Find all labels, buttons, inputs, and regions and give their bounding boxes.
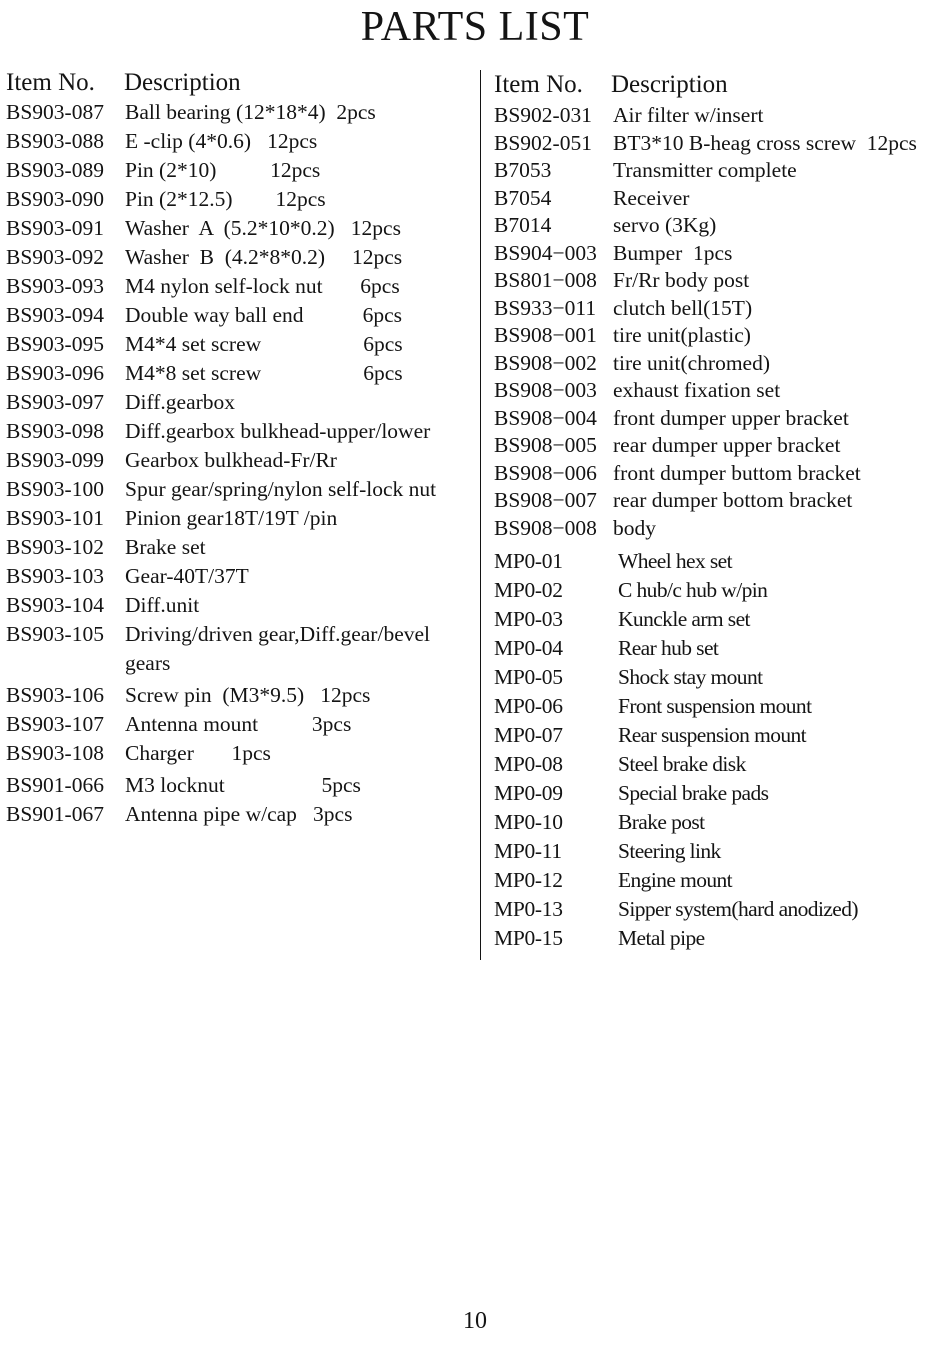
description-header: Description (124, 69, 241, 96)
list-item (6, 710, 476, 739)
item-description: Sipper system(hard anodized) (618, 897, 858, 921)
item-number: BS903-100 (6, 477, 104, 501)
list-item (494, 779, 946, 808)
list-item (494, 808, 946, 837)
item-description: Washer B (4.2*8*0.2) 12pcs (125, 245, 403, 269)
item-description: Charger 1pcs (125, 741, 271, 765)
item-description: BT3*10 B-heag cross screw 12pcs (613, 130, 917, 155)
item-description: Wheel hex set (618, 549, 732, 573)
item-number: BS904−003 (494, 240, 597, 265)
item-description: servo (3Kg) (613, 213, 717, 237)
item-description: M4*8 set screw 6pcs (125, 361, 403, 385)
list-item (494, 377, 946, 405)
item-description: Rear suspension mount (618, 723, 807, 747)
list-item (6, 185, 476, 214)
item-description: Antenna mount 3pcs (125, 712, 352, 736)
item-number: MP0-05 (494, 665, 563, 689)
item-description: clutch bell(15T) (613, 295, 753, 320)
item-number: BS903-095 (6, 332, 104, 356)
item-description: C hub/c hub w/pin (618, 578, 768, 602)
item-number: MP0-15 (494, 926, 563, 950)
list-item (6, 214, 476, 243)
item-description: M4 nylon self-lock nut 6pcs (125, 274, 400, 298)
list-item (494, 157, 946, 185)
item-number: BS903-087 (6, 100, 104, 124)
item-number: MP0-13 (494, 897, 563, 921)
item-number: BS903-091 (6, 216, 104, 240)
item-number: B7054 (494, 185, 552, 210)
item-description: front dumper upper bracket (613, 405, 849, 430)
item-description: Shock stay mount (618, 665, 763, 689)
item-number: BS903-094 (6, 303, 104, 327)
list-item (494, 460, 946, 488)
item-number: MP0-07 (494, 723, 563, 747)
item-number: MP0-11 (494, 839, 562, 863)
list-item (6, 388, 476, 417)
list-item (6, 243, 476, 272)
item-number: MP0-03 (494, 607, 563, 631)
item-number: BS903-099 (6, 448, 104, 472)
page-title: PARTS LIST (360, 4, 590, 50)
item-number: BS908−001 (494, 323, 597, 347)
item-description: rear dumper upper bracket (613, 433, 841, 457)
right-parts-column (494, 68, 946, 953)
item-number: BS908−005 (494, 433, 597, 457)
list-item (494, 515, 946, 543)
item-number: BS908−006 (494, 460, 597, 485)
item-no-header: Item No. (6, 69, 95, 96)
item-number: BS903-102 (6, 535, 104, 559)
item-number: BS908−004 (494, 405, 597, 430)
list-item (6, 446, 476, 475)
list-item (6, 475, 476, 504)
item-description: Brake post (618, 810, 705, 834)
item-number: MP0-02 (494, 578, 563, 602)
item-description: Diff.gearbox bulkhead-upper/lower (125, 419, 431, 443)
list-item (494, 866, 946, 895)
item-number: BS908−008 (494, 515, 597, 540)
list-item (6, 127, 476, 156)
item-number: MP0-06 (494, 694, 563, 718)
list-item (494, 267, 946, 295)
list-item (494, 432, 946, 460)
list-item (494, 576, 946, 605)
item-description: Front suspension mount (618, 694, 812, 718)
item-number: BS903-108 (6, 741, 104, 765)
item-number: BS903-088 (6, 129, 104, 153)
item-description: Gear-40T/37T (125, 564, 249, 588)
item-number: BS903-101 (6, 506, 104, 530)
column-divider (480, 70, 481, 960)
item-description: exhaust fixation set (613, 378, 781, 402)
item-number: BS903-092 (6, 245, 104, 269)
list-item (494, 240, 946, 268)
item-description: M3 locknut 5pcs (125, 773, 361, 797)
list-item (6, 330, 476, 359)
list-item (494, 102, 946, 130)
list-item (6, 504, 476, 533)
list-item (494, 212, 946, 240)
item-number: MP0-04 (494, 636, 563, 660)
list-item (6, 272, 476, 301)
list-item (494, 130, 946, 158)
description-header: Description (611, 71, 728, 98)
list-item (494, 721, 946, 750)
list-item (6, 417, 476, 446)
list-item (6, 98, 476, 127)
item-description: Pin (2*12.5) 12pcs (125, 187, 326, 211)
list-item (494, 350, 946, 378)
list-item (494, 405, 946, 433)
item-description: Brake set (125, 535, 206, 559)
item-number: BS903-106 (6, 683, 104, 707)
item-description: Receiver (613, 185, 690, 210)
list-item (6, 739, 476, 768)
item-number: BS908−003 (494, 378, 597, 402)
list-item (494, 547, 946, 576)
item-number: MP0-08 (494, 752, 563, 776)
item-number: BS903-103 (6, 564, 104, 588)
list-item (494, 692, 946, 721)
item-number: BS903-090 (6, 187, 104, 211)
item-description: Pinion gear18T/19T /pin (125, 506, 338, 530)
list-item (494, 895, 946, 924)
item-description: Diff.gearbox (125, 390, 236, 414)
item-description: rear dumper bottom bracket (613, 488, 853, 512)
list-item (6, 156, 476, 185)
item-description: Metal pipe (618, 926, 705, 950)
item-number: MP0-09 (494, 781, 563, 805)
list-item (6, 359, 476, 388)
item-description: front dumper buttom bracket (613, 460, 861, 485)
list-item (494, 185, 946, 213)
list-item (6, 301, 476, 330)
item-description: Air filter w/insert (613, 103, 764, 127)
item-number: BS908−002 (494, 350, 597, 375)
item-description: body (613, 515, 656, 540)
item-number: MP0-12 (494, 868, 563, 892)
item-description: tire unit(chromed) (613, 350, 771, 375)
item-number: BS903-104 (6, 593, 104, 617)
item-number: BS903-107 (6, 712, 104, 736)
left-column-header (6, 66, 476, 99)
item-number: BS933−011 (494, 295, 597, 320)
item-description: Bumper 1pcs (613, 240, 733, 265)
item-description: Rear hub set (618, 636, 719, 660)
item-number: BS903-093 (6, 274, 104, 298)
list-item (494, 837, 946, 866)
list-item (494, 322, 946, 350)
list-item (6, 800, 476, 829)
item-description: Pin (2*10) 12pcs (125, 158, 321, 182)
item-description: E -clip (4*0.6) 12pcs (125, 129, 318, 153)
item-number: BS903-098 (6, 419, 104, 443)
item-description: Engine mount (618, 868, 733, 892)
item-number: MP0-10 (494, 810, 563, 834)
item-number: BS901-066 (6, 773, 104, 797)
item-description: Double way ball end 6pcs (125, 303, 403, 327)
right-column-header (494, 68, 946, 101)
item-number: BS902-051 (494, 130, 592, 155)
list-item (494, 924, 946, 953)
item-number: BS903-089 (6, 158, 104, 182)
item-description: Spur gear/spring/nylon self-lock nut (125, 477, 437, 501)
list-item (494, 750, 946, 779)
left-parts-column (6, 66, 476, 829)
item-description: tire unit(plastic) (613, 323, 751, 347)
item-number: BS801−008 (494, 268, 597, 292)
item-number: B7014 (494, 213, 552, 237)
item-description: Fr/Rr body post (613, 268, 750, 292)
item-number: BS903-096 (6, 361, 104, 385)
item-description: Antenna pipe w/cap 3pcs (125, 802, 353, 826)
item-description: Steel brake disk (618, 752, 746, 776)
list-item (6, 681, 476, 710)
list-item (6, 562, 476, 591)
item-number: BS903-105 (6, 622, 104, 646)
item-description: Washer A (5.2*10*0.2) 12pcs (125, 216, 401, 240)
item-number: BS902-031 (494, 103, 592, 127)
list-item (494, 634, 946, 663)
item-no-header: Item No. (494, 71, 583, 98)
list-item (6, 771, 476, 800)
item-number: BS901-067 (6, 802, 104, 826)
item-number: B7053 (494, 158, 552, 182)
list-item (494, 605, 946, 634)
item-number: BS908−007 (494, 488, 597, 512)
item-description: Steering link (618, 839, 721, 863)
item-description: Kunckle arm set (618, 607, 750, 631)
list-item (494, 663, 946, 692)
list-item (494, 487, 946, 515)
item-number: MP0-01 (494, 549, 563, 573)
item-description: Gearbox bulkhead-Fr/Rr (125, 448, 337, 472)
item-description: Diff.unit (125, 593, 200, 617)
list-item (6, 620, 476, 678)
item-description: Driving/driven gear,Diff.gear/bevel gears (125, 622, 436, 675)
item-description: Special brake pads (618, 781, 769, 805)
page-number: 10 (463, 1308, 487, 1334)
list-item (494, 295, 946, 323)
item-description: Screw pin (M3*9.5) 12pcs (125, 683, 371, 707)
item-description: Transmitter complete (613, 158, 797, 182)
item-description: Ball bearing (12*18*4) 2pcs (125, 100, 376, 124)
item-description: M4*4 set screw 6pcs (125, 332, 403, 356)
list-item (6, 591, 476, 620)
item-number: BS903-097 (6, 390, 104, 414)
list-item (6, 533, 476, 562)
